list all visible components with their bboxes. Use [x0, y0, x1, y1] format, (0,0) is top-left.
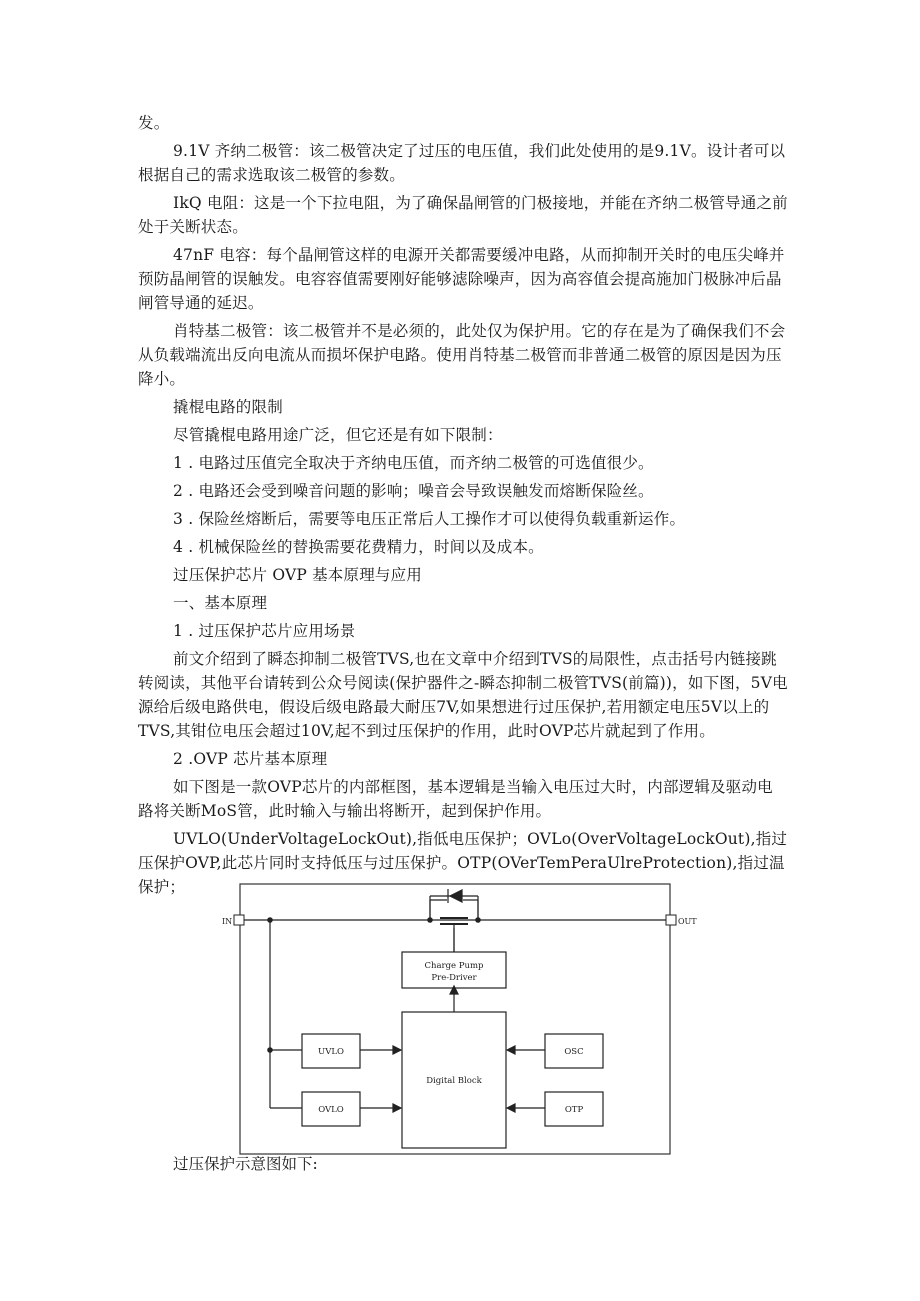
paragraph-p1: 发。 — [138, 114, 170, 132]
paragraph-p10: 3 . 保险丝熔断后，需要等电压正常后人工操作才可以使得负载重新运作。 — [173, 510, 686, 528]
paragraph-p15: 前文介绍到了瞬态抑制二极管TVS,也在文章中介绍到TVS的局限性，点击括号内链接跳转阅读，其他平台请转到公众号阅读(保护器件之-瞬态抑制二极管TVS(前篇))，如下图，5V电源给后级电路供电，假设后级电路最大耐压7V,如果想进行过压保护,若用额定电压5V以上的TVS,其钳位电压会超过10V,起不到过压保护的作用，此时OVP芯片就起到了作用。 — [138, 650, 788, 740]
paragraph-p18: UVLO(UnderVoltageLockOut),指低电压保护；OVLo(OverVoltageLockOut),指过压保护OVP,此芯片同时支持低压与过压保护。OTP(OVerTemPeraUlreProtection),指过温保护； — [138, 830, 788, 896]
ovlo-label: OVLO — [318, 1105, 344, 1115]
paragraph-p3: IkQ 电阻：这是一个下拉电阻，为了确保晶闸管的门极接地，并能在齐纳二极管导通之前处于关断状态。 — [138, 194, 788, 236]
uvlo-label: UVLO — [318, 1047, 344, 1057]
paragraph-p8: 1 . 电路过压值完全取决于齐纳电压值，而齐纳二极管的可选值很少。 — [173, 454, 654, 472]
paragraph-p13: 一、基本原理 — [173, 594, 268, 612]
body-diode-icon — [450, 890, 462, 902]
caption: 过压保护示意图如下: — [173, 1155, 318, 1173]
paragraph-p11: 4 . 机械保险丝的替换需要花费精力，时间以及成本。 — [173, 538, 544, 556]
digital-block-label: Digital Block — [426, 1076, 482, 1086]
paragraph-p16: 2 .OVP 芯片基本原理 — [173, 750, 328, 768]
paragraph-p14: 1 . 过压保护芯片应用场景 — [173, 622, 356, 640]
in-terminal — [234, 915, 244, 925]
charge-pump-label-1: Charge Pump — [424, 961, 484, 971]
paragraph-p5: 肖特基二极管：该二极管并不是必须的，此处仅为保护用。它的存在是为了确保我们不会从负载端流出反向电流从而损坏保护电路。使用肖特基二极管而非普通二极管的原因是因为压降小。 — [138, 322, 786, 388]
paragraph-p9: 2 . 电路还会受到噪音问题的影响；噪音会导致误触发而熔断保险丝。 — [173, 482, 654, 500]
osc-label: OSC — [564, 1047, 584, 1057]
paragraph-p2: 9.1V 齐纳二极管：该二极管决定了过压的电压值，我们此处使用的是9.1V。设计者可以根据自己的需求选取该二极管的参数。 — [138, 142, 786, 184]
paragraph-p7: 尽管撬棍电路用途广泛，但它还是有如下限制： — [173, 426, 503, 444]
in-label: IN — [222, 917, 233, 926]
paragraph-p6: 撬棍电路的限制 — [173, 398, 283, 416]
paragraph-p12: 过压保护芯片 OVP 基本原理与应用 — [173, 566, 423, 584]
charge-pump-label-2: Pre-Driver — [431, 973, 477, 983]
paragraph-p17: 如下图是一款OVP芯片的内部框图，基本逻辑是当输入电压过大时，内部逻辑及驱动电路将关断MoS管，此时输入与输出将断开，起到保护作用。 — [138, 778, 773, 820]
paragraph-p4: 47nF 电容：每个晶闸管这样的电源开关都需要缓冲电路，从而抑制开关时的电压尖峰并预防晶闸管的误触发。电容容值需要刚好能够滤除噪声，因为高容值会提高施加门极脉冲后晶闸管导通的延迟。 — [138, 246, 785, 312]
out-terminal — [666, 915, 676, 925]
otp-label: OTP — [564, 1105, 584, 1115]
out-label: OUT — [678, 917, 697, 926]
